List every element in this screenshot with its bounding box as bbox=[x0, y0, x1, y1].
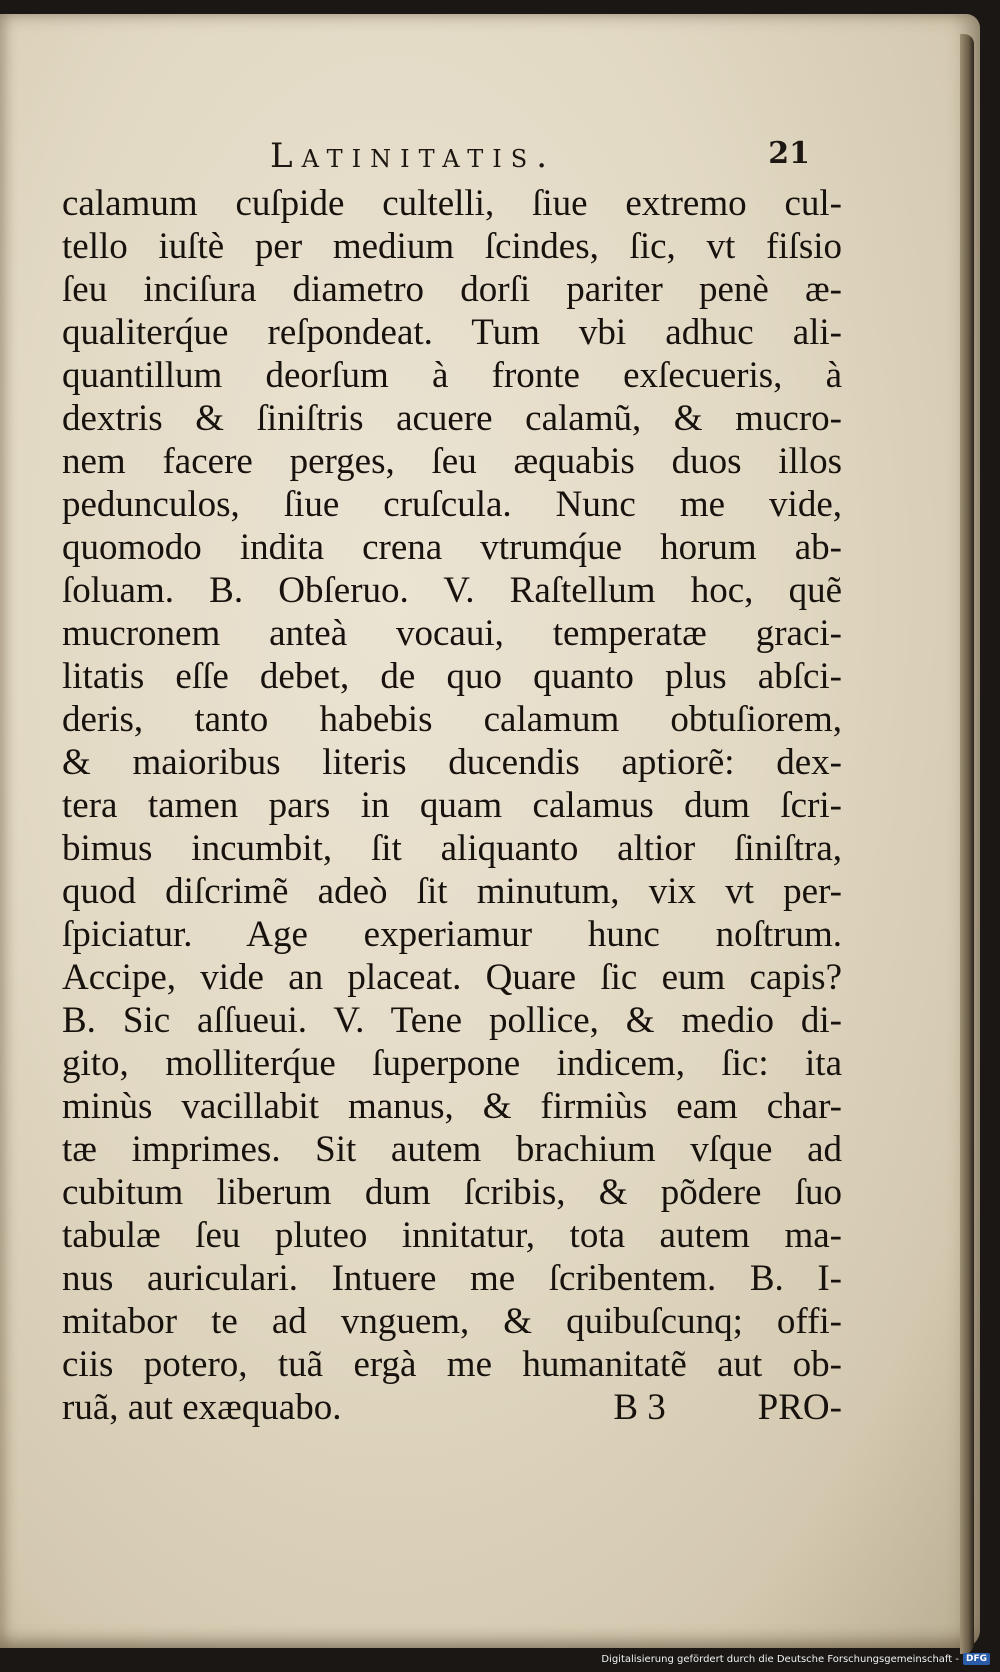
last-text-line bbox=[62, 1386, 842, 1429]
text-line: bimus incumbit, ſit aliquanto altior ſiniſtra, bbox=[62, 828, 842, 869]
text-line: & maioribus literis ducendis aptiorẽ: dex- bbox=[62, 742, 842, 783]
catchword: PRO- bbox=[757, 1387, 842, 1428]
credit-text: Digitalisierung gefördert durch die Deutsche Forschungsgemeinschaft - bbox=[601, 1653, 959, 1665]
text-line: nem facere perges, ſeu æquabis duos illos bbox=[62, 441, 842, 482]
book-page bbox=[0, 14, 980, 1648]
final-line-text: ruã, aut exæquabo. bbox=[62, 1387, 342, 1428]
signature-mark: B 3 bbox=[613, 1387, 666, 1428]
text-line: Accipe, vide an placeat. Quare ſic eum capis? bbox=[62, 957, 842, 998]
text-line: cubitum liberum dum ſcribis, & põdere ſuo bbox=[62, 1172, 842, 1213]
text-line: ſeu inciſura diametro dorſi pariter penè æ- bbox=[62, 269, 842, 310]
text-line: quod diſcrimẽ adeò ſit minutum, vix vt per- bbox=[62, 871, 842, 912]
text-line: gito, molliterq́ue ſuperpone indicem, ſic: ita bbox=[62, 1043, 842, 1084]
page-header bbox=[270, 136, 810, 176]
digitization-credit bbox=[601, 1650, 990, 1668]
text-line: dextris & ſiniſtris acuere calamũ, & mucro- bbox=[62, 398, 842, 439]
text-line: minùs vacillabit manus, & firmiùs eam char- bbox=[62, 1086, 842, 1127]
dfg-logo: DFG bbox=[963, 1653, 990, 1665]
text-line: mitabor te ad vnguem, & quibuſcunq; offi- bbox=[62, 1301, 842, 1342]
text-line: tæ imprimes. Sit autem brachium vſque ad bbox=[62, 1129, 842, 1170]
text-line: tello iuſtè per medium ſcindes, ſic, vt fiſsio bbox=[62, 226, 842, 267]
text-line: tera tamen pars in quam calamus dum ſcri- bbox=[62, 785, 842, 826]
text-line: ſoluam. B. Obſeruo. V. Raſtellum hoc, quẽ bbox=[62, 570, 842, 611]
page-edge bbox=[960, 34, 974, 1654]
text-line: litatis eſſe debet, de quo quanto plus abſci- bbox=[62, 656, 842, 697]
text-line: qualiterq́ue reſpondeat. Tum vbi adhuc ali- bbox=[62, 312, 842, 353]
text-line: calamum cuſpide cultelli, ſiue extremo cul- bbox=[62, 183, 842, 224]
page-number: 21 bbox=[768, 136, 810, 171]
text-line: mucronem anteà vocaui, temperatæ graci- bbox=[62, 613, 842, 654]
text-line: quantillum deorſum à fronte exſecueris, à bbox=[62, 355, 842, 396]
text-line: B. Sic aſſueui. V. Tene pollice, & medio di- bbox=[62, 1000, 842, 1041]
text-line: pedunculos, ſiue cruſcula. Nunc me vide, bbox=[62, 484, 842, 525]
text-line: ciis potero, tuã ergà me humanitatẽ aut ob- bbox=[62, 1344, 842, 1385]
text-line: ſpiciatur. Age experiamur hunc noſtrum. bbox=[62, 914, 842, 955]
text-line: tabulæ ſeu pluteo innitatur, tota autem ma- bbox=[62, 1215, 842, 1256]
text-line: nus auriculari. Intuere me ſcribentem. B. I- bbox=[62, 1258, 842, 1299]
body-text bbox=[62, 182, 842, 1429]
text-line: deris, tanto habebis calamum obtuſiorem, bbox=[62, 699, 842, 740]
text-line: quomodo indita crena vtrumq́ue horum ab- bbox=[62, 527, 842, 568]
running-title: Latinitatis. bbox=[270, 136, 557, 176]
